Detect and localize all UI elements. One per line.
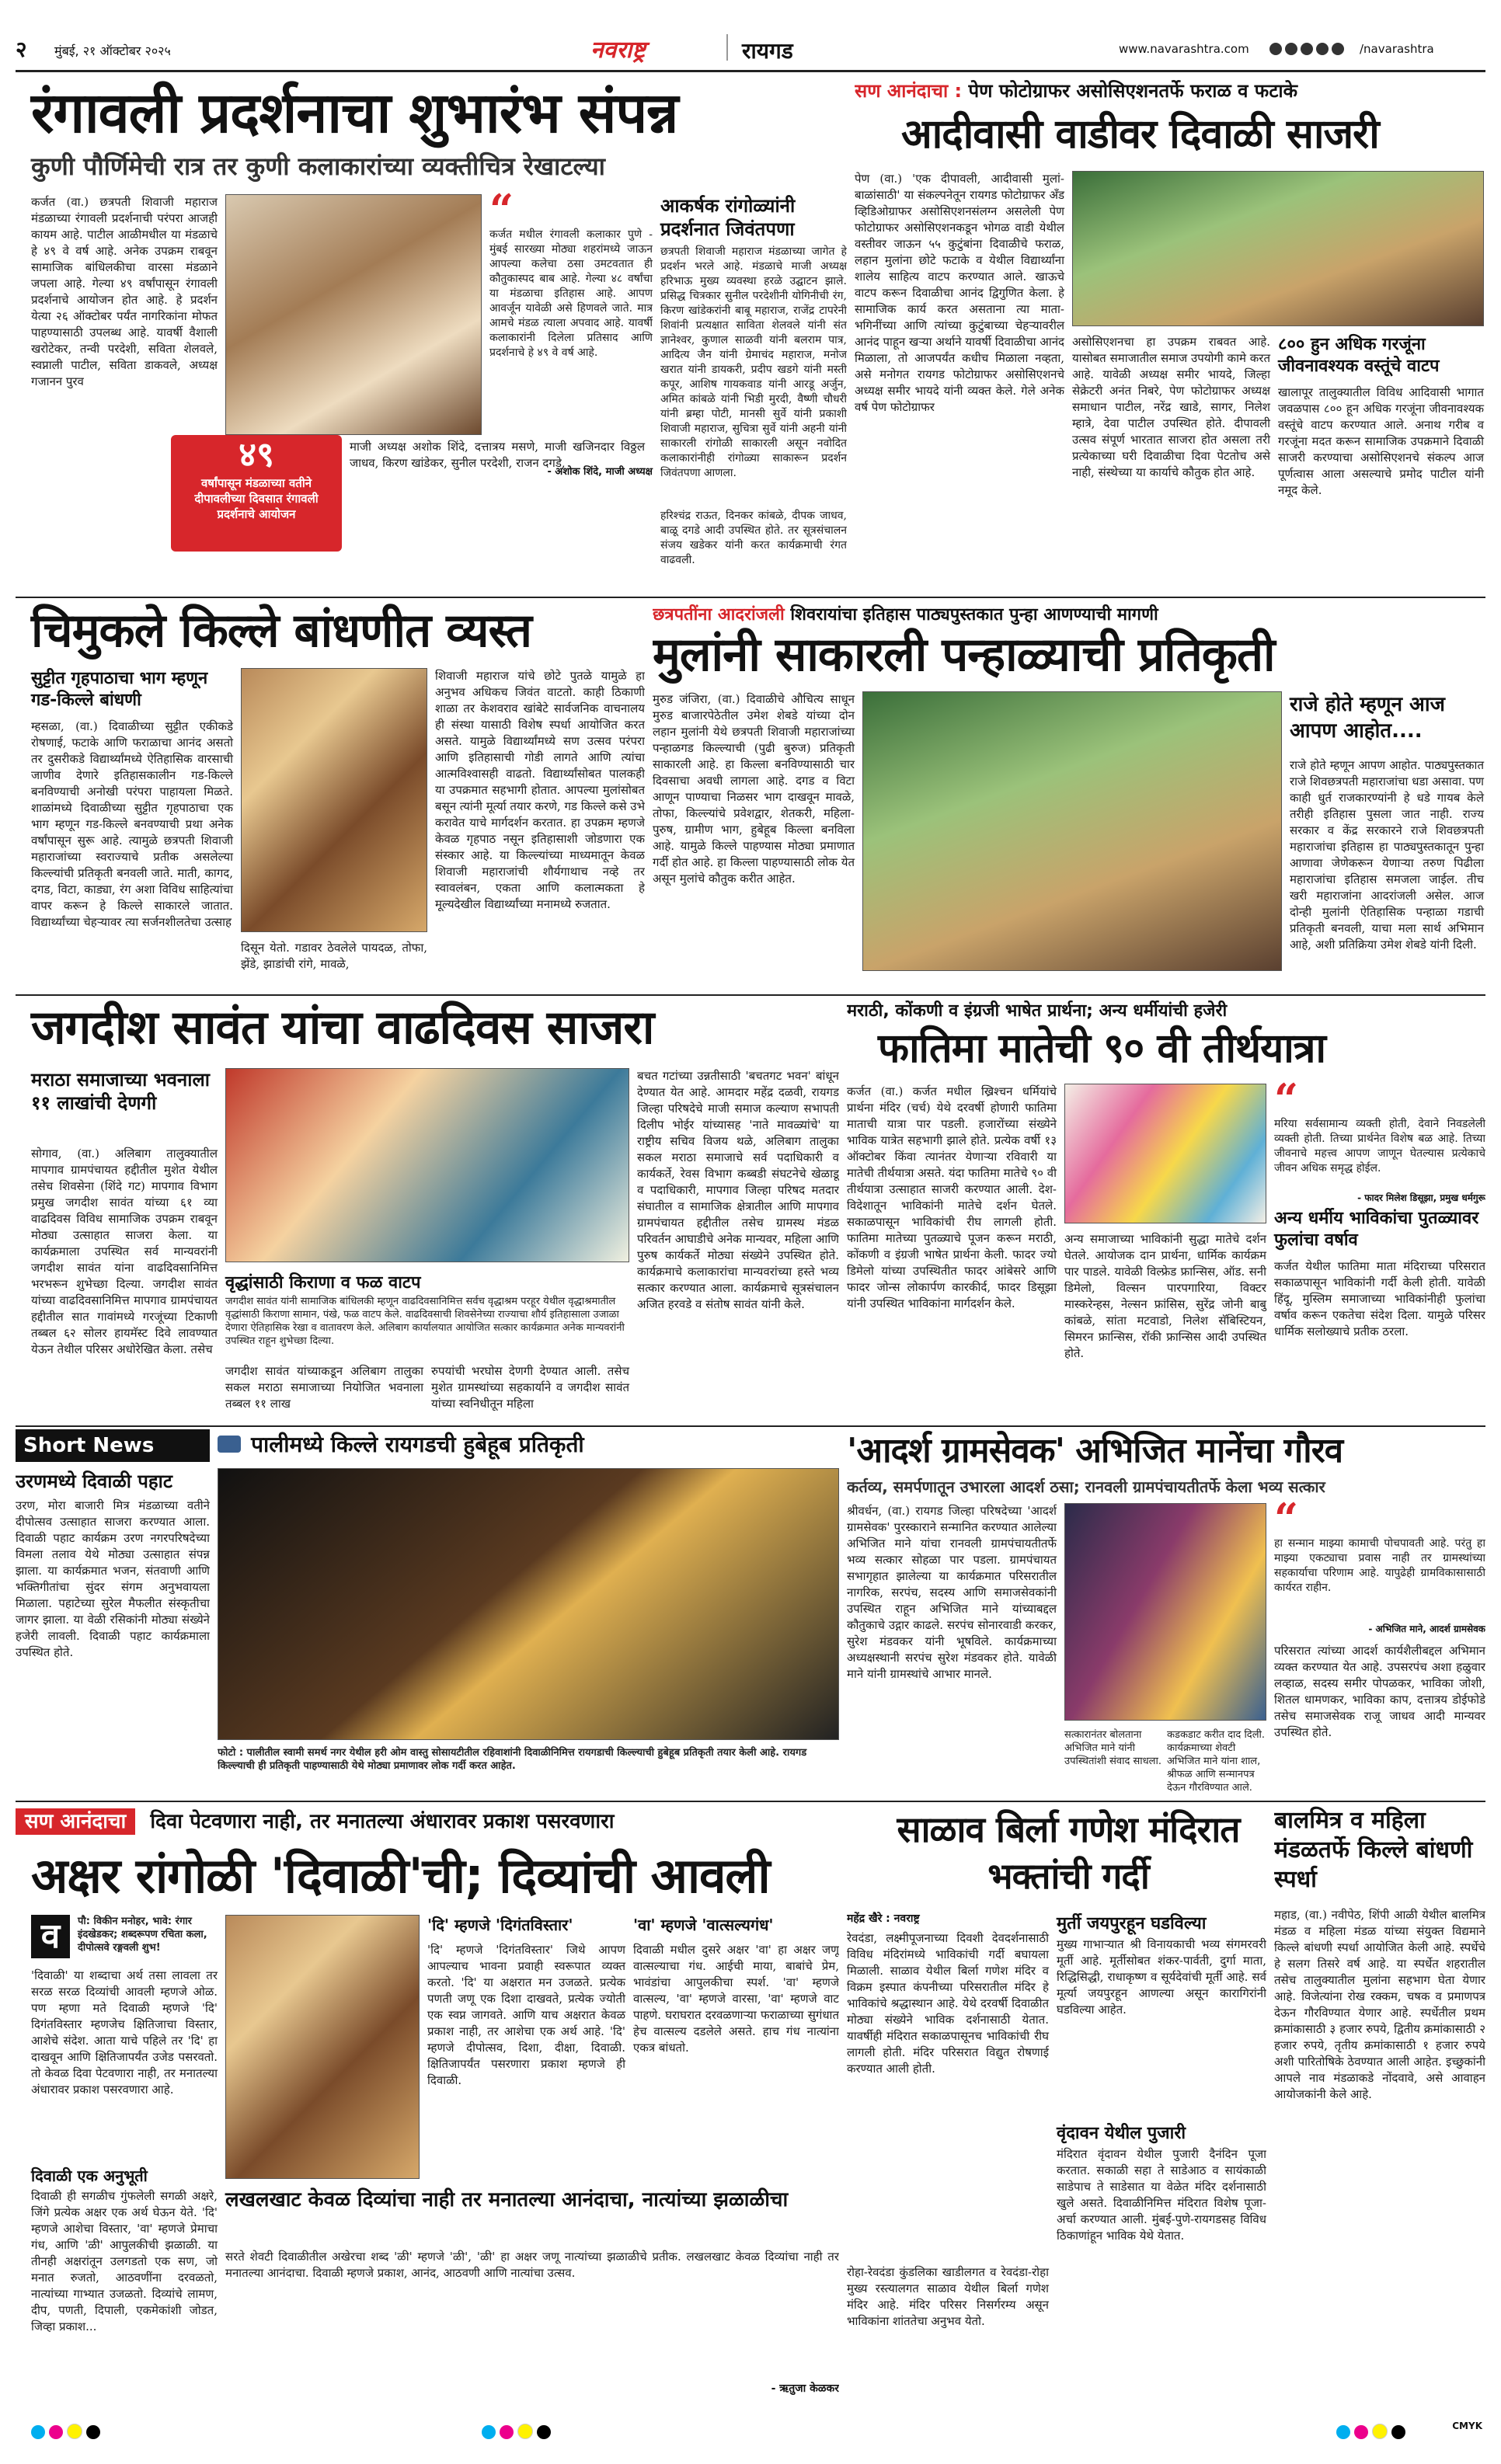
fatima-subbody: कर्जत येथील फातिमा माता मंदिराच्या परिसरात सकाळपासून भाविकांनी गर्दी केली होती. यावेळी हिंदू, मुस्लिम समाजाच्या भाविकांनीही फुलांचा वर्षाव करून एकतेचा संदेश दिला. यामुळे परिसर धार्मिक सलोख्याचे प्रतीक ठरला. xyxy=(1274,1259,1485,1338)
akshar-pullquote: लखलखाट केवळ दिव्यांचा नाही तर मनातल्या आनंदाचा, नात्यांच्या झळाळीचा xyxy=(225,2188,789,2212)
ganesh-byline: महेंद्र खैरे : नवराष्ट्र xyxy=(847,1912,920,1925)
brand-logo: नवराष्ट्र xyxy=(590,37,646,64)
gramsevak-quote: हा सन्मान माझ्या कामाची पोचपावती आहे. परंतु हा माझ्या एकट्याचा प्रवास नाही तर ग्रामस्थांच्या सहकार्याचा परिणाम आहे. यापुढेही ग्रामविकासासाठी कार्यरत राहीन. xyxy=(1274,1537,1485,1594)
youtube-icon[interactable] xyxy=(1316,43,1329,55)
gramsevak-caption2: कडकडाट करीत दाद दिली. कार्यक्रमाच्या शेवटी अभिजित माने यांना शाल, श्रीफळ आणि सन्मानपत्र देऊन गौरविण्यात आले. xyxy=(1167,1729,1266,1794)
rangoli-side-body: छत्रपती शिवाजी महाराज मंडळाच्या जागेत हे प्रदर्शन भरले आहे. मंडळाचे माजी अध्यक्ष हरिभाऊ मुख्य व्यवस्था हरळे उद्घाटन झाले. प्रसिद्ध चित्रकार सुनील परदेशीनी योगिनीची रंग, किरण खांडेकरांनी बाबू महाराज, राजेंद्र टापरेनी शिवांनी प्रत्यक्षात साविता शेलवले यांनी संत ज्ञानेश्वर, कुणाल साळवी यांनी बलराम पात्र, आदित्य जैन यांनी ग्रेमाचंद महाराज, मनोज खरात यांनी डायकरी, प्रदीप खडगे यांनी मस्ती कपूर, आशिष गायकवाड यांनी आरडू अर्जुन, अमित कांबळे यांनी भिडी मुरदी, वैष्णी चौधरी यांनी ब्रम्हा पोटी, मानसी सुर्वे यांनी प्रकाशी शिवाजी महाराज, सुचित्रा सुर्वे यांनी अहनी यांनी साकारली रांगोळी साकारली असून नवोदित कलाकारांनीही रांगोळ्या साकारून प्रदर्शन जिवंतपणा आणला. xyxy=(660,245,847,479)
balmitra-body: महाड, (वा.) नवीपेठ, शिंपी आळी येथील बालमित्र मंडळ व महिला मंडळ यांच्या संयुक्त विद्यमाने किल्ले बांधणी स्पर्धा आयोजित केली आहे. स्पर्धेचे हे सलग तिसरे वर्ष आहे. या स्पर्धेत शहरातील तसेच तालुक्यातील मुलांना सहभाग घेता येणार आहे. विजेत्यांना रोख रक्कम, चषक व प्रमाणपत्र देऊन गौरविण्यात येणार आहे. स्पर्धेतील प्रथम क्रमांकासाठी ३ हजार रुपये, द्वितीय क्रमांकासाठी २ हजार रुपये, तृतीय क्रमांकासाठी १ हजार रुपये अशी पारितोषिके ठेवण्यात आली आहेत. इच्छुकांनी आपले नाव मंडळाकडे नोंदवावे, असे आवाहन आयोजकांनी केले आहे. xyxy=(1274,1908,1485,2101)
sawant-photo xyxy=(225,1068,629,1262)
akshar-col3-heading: 'वा' म्हणजे 'वात्सल्यगंध' xyxy=(633,1916,774,1934)
short-news-text: Short News xyxy=(23,1434,155,1457)
quote-mark-icon: “ xyxy=(1274,1074,1299,1124)
pali-caption: फोटो : पालीतील स्वामी समर्थ नगर येथील हरी ओम वास्तु सोसायटीतील रहिवाशांनी दिवाळीनिमित्त रायगडाची किल्ल्याची हुबेहूब प्रतिकृती तयार केली आहे. रायगड किल्ल्याची ही प्रतिकृती पाहण्यासाठी येथे मोठ्या प्रमाणावर लोक गर्दी करत आहेत. xyxy=(218,1747,807,1772)
balmitra-headline: बालमित्र व महिला मंडळतर्फे किल्ले बांधणी स्पर्धा xyxy=(1274,1807,1473,1893)
ganesh-subhead2: वृंदावन येथील पुजारी xyxy=(1057,2124,1186,2143)
rangoli-quote: कर्जत मधील रंगावली कलाकार पुणे - मुंबई सारख्या मोठ्या शहरांमध्ये जाऊन आपल्या कलेचा ठसा उमटवतात ही कौतुकास्पद बाब आहे. गेल्या ४८ वर्षांचा या मंडळाचा इतिहास आहे. आपण आवर्जून यावेळी असे हिणवले जाते. मात्र आमचे मंडळ त्याला अपवाद आहे. यावर्षी कलाकारांनी दिलेला प्रतिसाद आणि प्रदर्शनाचे हे ४९ वे वर्ष आहे. xyxy=(489,228,653,359)
akshar-kicker-rest: दिवा पेटवणारा नाही, तर मनातल्या अंधारावर प्रकाश पसरवणारा xyxy=(150,1810,615,1833)
fatima-story xyxy=(847,998,1485,1422)
killa-headline: चिमुकले किल्ले बांधणीत व्यस्त xyxy=(31,604,531,658)
akshar-kicker: सण आनंदाचा xyxy=(16,1808,135,1835)
akshar-rangoli-photo xyxy=(225,1915,420,2179)
pali-header xyxy=(218,1429,839,1460)
gramsevak-headline: 'आदर्श ग्रामसेवक' अभिजित मानेंचा गौरव xyxy=(847,1431,1343,1470)
panhala-kicker: छत्रपतींना आदरांजली xyxy=(653,605,785,625)
sawant-caption-body: जगदीश सावंत यांनी सामाजिक बांधिलकी म्हणून वाढदिवसानिमित्त सर्वच वृद्धाश्रम परहूर येथील वृद्धाश्रमातील वृद्धांसाठी किराणा सामान, पंखे, फळ वाटप केले. वाढदिवसाची शिवसेनेच्या राज्याचा शौर्य इतिहासाला उजाळा देणारा ऐतिहासिक रेखा व वातावरण केले. अलिबाग कार्यालयात आयोजित सत्कार कार्यक्रमात अनेक मान्यवरांनी उपस्थित राहून शुभेच्छा दिल्या. xyxy=(225,1296,625,1347)
fatima-subhead: अन्य धर्मीय भाविकांचा पुतळ्यावर फुलांचा वर्षाव xyxy=(1274,1209,1479,1250)
social-handle[interactable]: /navarashtra xyxy=(1360,42,1434,56)
gramsevak-caption1: सत्कारानंतर बोलताना अभिजित माने यांनी उपस्थितांशी संवाद साधला. xyxy=(1064,1729,1161,1767)
camera-icon xyxy=(218,1436,241,1453)
killa-body: म्हसळा, (वा.) दिवाळीच्या सुट्टीत एकीकडे रोषणाई, फटाके आणि फराळाचा आनंद असतो तर दुसरीकडे विद्यार्थ्यांमध्ये ऐतिहासिक वारसाची जाणीव देणारे इतिहासकालीन गड-किल्ले बनविण्याची अनोखी परंपरा पाहायला मिळते. शाळांमध्ये दिवाळीच्या सुट्टीत गृहपाठाचा एक भाग म्हणून गड-किल्ले बनवण्याची प्रथा अनेक वर्षांपासून सुरू आहे. त्यामुळे छत्रपती शिवाजी महाराजांच्या स्वराज्याचे प्रतीक असलेल्या किल्ल्यांची प्रतिकृती बनवली जाते. माती, कागद, दगड, विटा, काड्या, रंग अशा विविध साहित्यांचा वापर करून हे किल्ले साकारले जातात. विद्यार्थ्यांच्या चेहऱ्यावर त्या सर्जनशीलतेचा उत्साह xyxy=(31,719,233,929)
akshar-body: 'दिवाळी' या शब्दाचा अर्थ तसा लावला तर सरळ सरळ दिव्यांची आवली म्हणजे ओळ. पण म्हणा मते दिवाळी म्हणजे 'दि' दिगंतविस्तार म्हणजेच क्षितिजाचा विस्तार, आशेचे संदेश. आता याचे पहिले तर 'दि' हा दाखवून आणि क्षितिजापर्यंत उजेड पसरवतो. तो केवळ दिवा पेटवणारा नाही, तर मनातल्या अंधारावर प्रकाश पसरवणारा आहे. xyxy=(31,1968,218,2097)
killa-story xyxy=(16,602,645,990)
rangoli-story xyxy=(16,78,847,590)
adivasi-body2: असोसिएशनचा हा उपक्रम राबवत आहे. यासोबत समाजातील समाज उपयोगी कामे करत आहे. यावेळी अध्यक्ष समीर भायदे, जिल्हा सेक्रेटरी अनंत निबरे, पेण फोटोग्राफर अध्यक्ष समाधान पाटील, नरेंद्र खाडे, सागर, निलेश म्हात्रे, देवा पाटील उपस्थित होते. दीपावली उत्सव संपूर्ण भारतात साजरा होत असला तरी प्रत्येकाच्या घरी दिवाळीचा दिवा पेटतोच असे नाही, संस्थेच्या या कार्याचे कौतुक होत आहे. xyxy=(1072,335,1270,479)
fatima-quote: मरिया सर्वसामान्य व्यक्ती होती, देवाने निवडलेली व्यक्ती होती. तिच्या प्रार्थनेत विशेष बळ आहे. तिच्या जीवनाचे महत्त्व आपण जाणून घेतल्यास प्रत्येकाचे जीवन अधिक समृद्ध होईल. xyxy=(1274,1118,1485,1175)
x-icon[interactable] xyxy=(1301,43,1313,55)
gramsevak-subhead: कर्तव्य, समर्पणातून उभारला आदर्श ठसा; रानवली ग्रामपंचायतीतर्फे केला भव्य सत्कार xyxy=(847,1477,1325,1496)
panhala-headline: मुलांनी साकारली पन्हाळ्याची प्रतिकृती xyxy=(653,628,1275,682)
ganesh-subbody: मुख्य गाभाऱ्यात श्री विनायकाची भव्य संगमरवरी मूर्ती आहे. मूर्तीसोबत शंकर-पार्वती, दुर्गा माता, रिद्धिसिद्धी, राधाकृष्ण व सूर्यदेवांची मूर्ती आहे. सर्व मूर्त्या जयपुरहून आणल्या असून कारागिरांनी घडविल्या आहेत. xyxy=(1057,1937,1266,2017)
adivasi-headline: आदीवासी वाडीवर दिवाळी साजरी xyxy=(901,111,1379,158)
akshar-col2-heading: 'दि' म्हणजे 'दिगंतविस्तार' xyxy=(427,1916,573,1934)
section-rule xyxy=(16,994,1485,996)
divider xyxy=(726,34,728,61)
footer-registration xyxy=(16,2416,1485,2447)
social-icons[interactable] xyxy=(1266,40,1344,55)
ganesh-subhead: मुर्ती जयपुरहून घडविल्या xyxy=(1057,1914,1207,1933)
rangoli-continued: माजी अध्यक्ष अशोक शिंदे, दत्तात्रय मसणे, माजी खजिनदार विठ्ठल जाधव, किरण खांडेकर, सुनील परदेशी, राजन दगडे, xyxy=(350,440,645,470)
gramsevak-side-body: परिसरात त्यांच्या आदर्श कार्यशैलीबद्दल अभिमान व्यक्त करण्यात येत आहे. उपसरपंच अशा हळुवार लव्हाळ, सदस्य समीर पोपळकर, भाविका जोशी, शितल धामणकर, भाविका काप, दत्तात्रय डोईफोडे तसेच समाजसेवक राजू जाधव आदी मान्यवर उपस्थित होते. xyxy=(1274,1644,1485,1739)
masthead xyxy=(16,31,1485,68)
akshar-kicker-row xyxy=(16,1806,614,1834)
panhala-pullquote: राजे होते म्हणून आज आपण आहोत.... xyxy=(1290,693,1445,743)
fatima-headline: फातिमा मातेची ९० वी तीर्थयात्रा xyxy=(878,1025,1325,1072)
killa-caption: दिसून येतो. गडावर ठेवलेले पायदळ, तोफा, झेंडे, झाडांची रांगे, मावळे, xyxy=(241,941,427,971)
panhala-kicker-rest: शिवरायांचा इतिहास पाठ्यपुस्तकात पुन्हा आणण्याची मागणी xyxy=(790,605,1158,625)
rangoli-side-heading: आकर्षक रांगोळ्यांनी प्रदर्शनात जिवंतपणा xyxy=(660,195,796,240)
sawant-body2: जगदीश सावंत यांच्याकडून अलिबाग तालुका सकल मराठा समाजाच्या नियोजित भवनाला तब्बल ११ लाख xyxy=(225,1364,423,1411)
section-rule xyxy=(16,1801,1485,1802)
rangoli-quote-author: - अशोक शिंदे, माजी अध्यक्ष xyxy=(547,466,653,478)
badge-number: ४९ xyxy=(239,435,274,475)
gramsevak-quote-box xyxy=(1274,1494,1485,1635)
facebook-icon[interactable] xyxy=(1269,43,1282,55)
pali-headline: पालीमध्ये किल्ले रायगडची हुबेहूब प्रतिकृती xyxy=(251,1432,584,1457)
akshar-author: - ऋतुजा केळकर xyxy=(771,2382,839,2395)
adivasi-kicker: सण आनंदाचा : xyxy=(855,80,963,102)
edition-name: रायगड xyxy=(742,38,793,64)
akshar-col3-body: दिवाळी मधील दुसरे अक्षर 'वा' हा अक्षर जणू वात्सल्याचा गंध. आईची माया, बाबांचे प्रेम, भावंडांचा आपुलकीचा स्पर्श. 'वा' म्हणजे वात्सल्य, 'वा' म्हणजे वारसा, 'वा' म्हणजे वाट पाहणे. घराघरात दरवळणाऱ्या फराळाच्या सुगंधात हेच वात्सल्य दडलेले असते. हाच गंध नात्यांना एकत्र बांधतो. xyxy=(633,1943,839,2055)
killa-subhead: सुट्टीत गृहपाठाचा भाग म्हणून गड-किल्ले बांधणी xyxy=(31,669,208,710)
akshar-pullbody: सरते शेवटी दिवाळीतील अखेरचा शब्द 'ळी' म्हणजे 'ळी', 'ळी' हा अक्षर जणू नात्यांच्या झळाळीचे प्रतीक. लखलखाट केवळ दिव्यांचा नाही तर मनातल्या आनंदाचा. दिवाळी म्हणजे प्रकाश, आनंद, आठवणी आणि नात्यांचा उत्सव. xyxy=(225,2250,839,2280)
rangoli-body: कर्जत (वा.) छत्रपती शिवाजी महाराज मंडळाच्या रंगावली प्रदर्शनाची परंपरा आजही कायम आहे. पाटील आळीमधील या मंडळाचे हे ४९ वे वर्ष आहे. अनेक उपक्रम राबवून सामाजिक बांधिलकीचा वारसा मंडळाने जपला आहे. गेल्या ४९ वर्षांपासून रंगावली प्रदर्शनाचे आयोजन होत आहे. हे प्रदर्शन येत्या २६ ऑक्टोबर पर्यंत नागरिकांना मोफत पाहण्यासाठी उपलब्ध आहे. यावर्षी वैशाली खरोटेकर, तन्वी परदेशी, सविता शेलवले, स्वप्नाली पाटील, सविता डाकवले, अध्यक्ष गजानन पुरव xyxy=(31,195,218,388)
quote-mark-icon: “ xyxy=(1274,1494,1299,1543)
color-dots-right xyxy=(1336,2424,1405,2442)
gramsevak-quote-author: - अभिजित माने, आदर्श ग्रामसेवक xyxy=(1368,1624,1485,1634)
akshar-col2-body: 'दि' म्हणजे 'दिगंतविस्तार' जिथे आपण आपल्याच भावना प्रवाही स्वरूपात व्यक्त करतो. 'दि' या अक्षरात मन उजळते. प्रत्येक पणती जणू एक दिशा दाखवते, प्रत्येक ज्योती एक स्वप्न जागवते. आणि याच अक्षरात केवळ प्रकाश नाही, तर आशेचा एक अर्थ आहे. 'दि' म्हणजे दीपोत्सव, दिशा, दीक्षा, दिवाळी. क्षितिजापर्यंत पसरणारा प्रकाश म्हणजे ही दिवाळी. xyxy=(427,1943,625,2087)
gramsevak-photo xyxy=(1064,1503,1266,1721)
ganesh-subbody2: मंदिरात वृंदावन येथील पुजारी दैनंदिन पूजा करतात. सकाळी सहा ते साडेआठ व सायंकाळी साडेपाच ते साडेसात या वेळेत मंदिर दर्शनासाठी खुले असते. दिवाळीनिमित्त मंदिरात विशेष पूजा-अर्चा करण्यात आली. मुंबई-पुणे-रायगडसह विविध ठिकाणांहून भाविक येथे येतात. xyxy=(1057,2147,1266,2243)
panhala-story xyxy=(653,602,1485,990)
sawant-body4: बचत गटांच्या उन्नतीसाठी 'बचतगट भवन' बांधून देण्यात येत आहे. आमदार महेंद्र दळवी, रायगड जिल्हा परिषदेचे माजी समाज कल्याण सभापती दिलीप भोईर यांच्यासह 'नाते मावळ्यांचे' या राष्ट्रीय सचिव विजय थळे, अलिबाग तालुका सकल मराठा समाजाचे सर्व पदाधिकारी व कार्यकर्ते, रेवस विभाग कब्बडी संघटनेचे खेळाडू व पदाधिकारी, मापगाव जिल्हा परिषद मतदार संघातील व सामाजिक क्षेत्रातील आणि मापगाव ग्रामपंचायत हद्दीतील तसेच ग्रामस्थ मंडळ परिवर्तन आघाडीचे अनेक मान्यवर, महिला आणि पुरुष कार्यकर्ते मोठ्या संख्येने उपस्थित होते. कार्यक्रमाचे कलाकारांचा मान्यवरांच्या हस्ते भव्य सत्कार करण्यात आला. कार्यक्रमाचे सूत्रसंचालन अजित हरवडे व संतोष सावंत यांनी केले. xyxy=(637,1069,839,1311)
sawant-body3: रुपयांची भरघोस देणगी देण्यात आली. तसेच मुशेत ग्रामस्थांच्या सहकार्याने व जगदीश सावंत यांच्या स्वनिधीतून महिला xyxy=(431,1364,629,1411)
short-news-body: उरण, मोरा बाजारी मित्र मंडळाच्या वतीने दीपोत्सव उत्साहात साजरा करण्यात आला. दिवाळी पहाट कार्यक्रम उरण नगरपरिषदेच्या विमला तलाव येथे मोठ्या उत्साहात संपन्न झाला. या कार्यक्रमात भजन, संतवाणी आणि भक्तिगीतांचा सुंदर संगम अनुभवायला मिळाला. पहाटेच्या सुरेल मैफलीत संस्कृतीचा जागर झाला. या वेळी रसिकांनी मोठ्या संख्येने हजेरी लावली. दिवाळी पहाट कार्यक्रमाला उपस्थित होते. xyxy=(16,1498,210,1659)
sawant-story xyxy=(16,998,839,1422)
sawant-body: सोगाव, (वा.) अलिबाग तालुक्यातील मापगाव ग्रामपंचायत हद्दीतील मुशेत येथील तसेच शिवसेना (शिंदे गट) मापगाव विभाग प्रमुख जगदीश सावंत यांच्या ६१ व्या वाढदिवस विविध सामाजिक उपक्रम राबवून मोठ्या उत्साहात साजरा केला. या कार्यक्रमाला उपस्थित सर्व मान्यवरांनी जगदीश सावंत यांना वाढदिवसानिमित्त भरभरून शुभेच्छा दिल्या. जगदीश सावंत यांच्या वाढदिवसानिमित्त मापगाव ग्रामपंचायत हद्दीतील सात गावांमध्ये गरजूंच्या टिकाणी तब्बल ६२ सोलर हायमॅस्ट दिवे लावण्यात येऊन तेथील परिसर अधोरेखित केला. तसेच xyxy=(31,1147,218,1356)
instagram-icon[interactable] xyxy=(1285,43,1297,55)
pali-photo xyxy=(218,1468,839,1740)
adivasi-body: पेण (वा.) 'एक दीपावली, आदीवासी मुलां-बाळांसाठी' या संकल्पनेतून रायगड फोटोग्राफर अँड व्हिडिओग्राफर असोसिएशनसंलग्न असलेली पेण फोटोग्राफर असोसिएशनकडून भोगळ वाडी येथील वस्तीवर जाऊन ५५ कुटुंबांना दिवाळीचे फराळ, लहान मुलांना छोटे फटाके व येथील विद्यार्थ्यांना शालेय साहित्य वाटप करण्यात आले. खाऊचे वाटप करून दिवाळीचा आनंद द्विगुणित केला. हे सामाजिक कार्य करत असताना त्या माता-भगिनींच्या आणि त्यांच्या कुटुंबाच्या चेहऱ्यावरील आनंद पाहून खऱ्या अर्थाने यावर्षी दिवाळीचा आनंद मिळाला, तो आजपर्यंत कधीच मिळाला नव्हता, असे मनोगत रायगड फोटोग्राफर असोसिएशनचे अध्यक्ष समीर भायदे यांनी व्यक्त केले. गेले अनेक वर्ष पेण फोटोग्राफर xyxy=(855,172,1064,414)
gramsevak-story xyxy=(847,1429,1485,1794)
akshar-headline: अक्षर रांगोळी 'दिवाळी'ची; दिव्यांची आवली xyxy=(31,1847,770,1904)
cmyk-label: CMYK xyxy=(1452,2420,1482,2431)
short-news xyxy=(16,1429,210,1794)
panhala-kicker-row xyxy=(653,602,1158,625)
date-line: मुंबई, २१ ऑक्टोबर २०२५ xyxy=(54,44,171,58)
short-news-title: उरणमध्ये दिवाळी पहाट xyxy=(16,1470,172,1492)
akshar-dropcap: व xyxy=(31,1915,70,1958)
ganesh-story xyxy=(847,1806,1266,2404)
color-dots-left xyxy=(31,2424,100,2442)
ganesh-body: रेवदंडा, लक्ष्मीपूजनाच्या दिवशी देवदर्शनासाठी विविध मंदिरांमध्ये भाविकांची गर्दी बघायला मिळाली. साळाव येथील बिर्ला गणेश मंदिर व विक्रम इस्पात कंपनीच्या परिसरातील मंदिर हे भाविकांचे श्रद्धास्थान आहे. येथे दरवर्षी दिवाळीत मोठ्या संख्येने भाविक दर्शनासाठी येतात. यावर्षीही मंदिरात सकाळपासूनच भाविकांची रीघ लागली होती. मंदिर परिसरात विद्युत रोषणाई करण्यात आली होती. xyxy=(847,1931,1049,2076)
section-rule xyxy=(16,597,1485,598)
pali-story xyxy=(218,1429,839,1794)
adivasi-kicker-rest: पेण फोटोग्राफर असोसिएशनतर्फे फराळ व फटाके xyxy=(968,80,1298,102)
killa-photo xyxy=(241,668,427,932)
short-news-label xyxy=(16,1429,210,1462)
sawant-headline: जगदीश सावंत यांचा वाढदिवस साजरा xyxy=(31,1001,654,1055)
killa-body2: शिवाजी महाराज यांचे छोटे पुतळे यामुळे हा अनुभव अधिकच जिवंत वाटतो. काही ठिकाणी शाळा तर केशवराव खांबेटे सार्वजनिक वाचनालय ही संस्था यासाठी विशेष स्पर्धा आयोजित करत असते. यामुळे विद्यार्थ्यांमध्ये सण उत्सव परंपरा आणि इतिहासाची गोडी लागते आणि त्यांचा आत्मविश्वासही वाढतो. विद्यार्थ्यांसोबत पालकही या उपक्रमात सहभागी होतात. आपल्या मुलांसोबत बसून त्यांनी मूर्त्या तयार करणे, गड किल्ले कसे उभे करावेत याचे मार्गदर्शन करतात. हा उपक्रम म्हणजे केवळ गृहपाठ नसून इतिहासाशी जोडणारा एक संस्कार आहे. या किल्ल्यांच्या माध्यमातून केवळ शिवाजी महाराजांची शौर्यगाथाच नव्हे तर स्वावलंबन, एकता आणि कलात्मकता हे मूल्यदेखील विद्यार्थ्यांच्या मनामध्ये रुजतात. xyxy=(435,669,645,911)
adivasi-kicker-row xyxy=(855,78,1297,103)
panhala-photo xyxy=(862,691,1282,971)
adivasi-story xyxy=(855,78,1485,590)
panhala-side-body: राजे होते म्हणून आपण आहोत. पाठ्यपुस्तकात राजे शिवछत्रपती महाराजांचा धडा असावा. पण काही धुर्त राजकारण्यांनी हे धडे गायब केले तरीही इतिहास पुसला जात नाही. राज्य सरकार व केंद्र सरकारने राजे शिवछत्रपती महाराजांचा इतिहास हा पाठ्यपुस्तकातून पुन्हा आणावा जेणेकरून येणाऱ्या तरुण पिढीला महाराजांचा इतिहास समजला जाईल. तीच खरी महाराजांना आदरांजली असेल. आज दोन्ही मुलांनी ऐतिहासिक पन्हाळा गडाची प्रतिकृती बनवली, याचा मला सार्थ अभिमान आहे, अशी प्रतिक्रिया उमेश शेबडे यांनी दिली. xyxy=(1290,758,1484,952)
sawant-caption-title: वृद्धांसाठी किराणा व फळ वाटप xyxy=(225,1273,421,1293)
rangoli-photo-collage xyxy=(225,194,482,435)
fatima-kicker: मराठी, कोंकणी व इंग्रजी भाषेत प्रार्थना; अन्य धर्मीयांची हजेरी xyxy=(847,1001,1228,1021)
fatima-quote-box xyxy=(1274,1074,1485,1203)
rangoli-subhead: कुणी पौर्णिमेची रात्र तर कुणी कलाकारांच्या व्यक्तीचित्र रेखाटल्या xyxy=(31,151,605,181)
badge-text: वर्षांपासून मंडळाच्या वतीने दीपावलीच्या दिवसात रंगावली प्रदर्शनाचे आयोजन xyxy=(194,476,319,521)
website-link[interactable]: www.navarashtra.com xyxy=(1119,42,1249,56)
fatima-body: कर्जत (वा.) कर्जत मधील ख्रिश्चन धर्मियांचे प्रार्थना मंदिर (चर्च) येथे दरवर्षी होणारी फातिमा माताची यात्रा पार पडली. हजारोंच्या संख्येने भाविक यात्रेत सहभागी झाले होते. प्रत्येक वर्षी १३ ऑक्टोबर किंवा त्यानंतर येणाऱ्या रविवारी या मातेची तीर्थयात्रा असते. यंदा फातिमा मातेचे ९० वी तीर्थयात्रा उत्साहात साजरी करण्यात आली. देश-विदेशातून भाविकांनी मातेचे दर्शन घेतले. सकाळपासून भाविकांची रीघ लागली होती. फातिमा मातेच्या पुतळ्याचे पूजन करून मराठी, कोंकणी व इंग्रजी भाषेत प्रार्थना केली. फादर ज्यो डिमेलो यांच्या उपस्थितीत फादर आंबेसरे आणि फादर जोन्स लोकार्पण कारकीर्द, फादर डिसूझा यांनी उपस्थित भाविकांना मार्गदर्शन केले. xyxy=(847,1084,1057,1310)
adivasi-subbody: खालापूर तालुक्यातील विविध आदिवासी भागात जवळपास ८०० हून अधिक गरजूंना जीवनावश्यक वस्तूंचे वाटप करण्यात आले. अनाथ गरीब व गरजूंना मदत करून सामाजिक उपक्रमाने दिवाळी साजरी करण्याचा असोसिएशनचे संकल्प आज पूर्णत्वास आला असल्याचे प्रमोद पाटील यांनी नमूद केले. xyxy=(1278,385,1484,497)
rangoli-headline: रंगावली प्रदर्शनाचा शुभारंभ संपन्न xyxy=(31,80,678,145)
section-rule xyxy=(16,1425,1485,1427)
akshar-byline: पौ: विकीन मनोहर, भावे: रंगार इंदखेडकर; शब्दरूपण रचिता कला, दीपोत्सवे रङ्गवली शुभ! xyxy=(78,1916,207,1954)
fatima-photo xyxy=(1064,1084,1266,1223)
color-dots-center xyxy=(482,2424,551,2442)
fatima-quote-author: - फादर मिलेश डिसूझा, प्रमुख धर्मगुरू xyxy=(1357,1192,1485,1203)
adivasi-photo xyxy=(1072,171,1484,326)
panhala-body: मुरुड जंजिरा, (वा.) दिवाळीचे औचित्य साधून मुरुड बाजारपेठेतील उमेश शेबडे यांच्या दोन लहान मुलांनी येथे छत्रपती शिवाजी महाराजांच्या पन्हाळगड किल्ल्याची (पुढी बुरुज) प्रतिकृती साकारली आहे. हा किल्ला बनविण्यासाठी चार दिवसाचा अवधी लागला आहे. दगड व विटा आणून पाण्याचा निळसर भाग दाखवून मावळे, तोफा, किल्ल्यांचे प्रवेशद्वार, शेतकरी, महिला-पुरुष, ग्रामीण भाग, हुबेहूब किल्ला बनविला आहे. यामुळे किल्ले पाहण्यास मोठ्या प्रमाणात गर्दी होत आहे. हा किल्ला पाहण्यासाठी लोक येत असून मुलांचे कौतुक करीत आहेत. xyxy=(653,692,855,886)
rangoli-badge xyxy=(171,435,342,552)
linkedin-icon[interactable] xyxy=(1332,43,1344,55)
akshar-subbody: दिवाळी ही सगळीच गुंफलेली सगळी अक्षरे, जिंगे प्रत्येक अक्षर एक अर्थ घेऊन येते. 'दि' म्हणजे आशेचा विस्तार, 'वा' म्हणजे प्रेमाचा गंध, आणि 'ळी' आपुलकीची झळाळी. या तीनही अक्षरांतून उलगडतो एक सण, जो मनात रुजतो, आठवणींना दरवळतो, नात्यांच्या गाभ्यात उजळतो. दिव्यांचे लामण, दीप, पणती, दिपाली, एकमेकांशी जोडत, जिव्हा प्रकाश... xyxy=(31,2189,218,2333)
fatima-body2: अन्य समाजाच्या भाविकांनी सुद्धा मातेचे दर्शन घेतले. आयोजक दान प्रार्थना, धार्मिक कार्यक्रम पार पाडले. यावेळी विल्फ्रेड फ्रान्सिस, ऑड. सनी डिमेलो, विल्सन पारपगारिया, विक्टर मास्करेन्हस, नेल्सन फ्रांसिस, सुरेंद्र जोनी बाबु कांबळे, सांता मटवाडो, निलेश सॅबिस्टियन, सिमरन फ्रान्सिस, रॉकी फ्रान्सिस आदी उपस्थित होते. xyxy=(1064,1232,1266,1360)
page-number: २ xyxy=(16,37,27,62)
gramsevak-body: श्रीवर्धन, (वा.) रायगड जिल्हा परिषदेच्या 'आदर्श ग्रामसेवक' पुरस्काराने सन्मानित करण्यात आलेल्या अभिजित माने यांचा रानवली ग्रामपंचायतीतर्फे भव्य सत्कार सोहळा पार पडला. ग्रामपंचायत सभागृहात झालेल्या या कार्यक्रमात परिसरातील नागरिक, सरपंच, सदस्य आणि समाजसेवकांनी उपस्थित राहून अभिजित माने यांच्याबद्दल कौतुकाचे उद्गार काढले. सरपंच सोनारवाडी करकर, सुरेश मंडवकर यांनी भूषविले. कार्यक्रमाच्या अध्यक्षस्थानी सरपंच सुरेश मंडवकर होते. यावेळी माने यांनी ग्रामस्थांचे आभार मानले. xyxy=(847,1504,1057,1681)
akshar-subhead: दिवाळी एक अनुभूती xyxy=(31,2166,148,2185)
adivasi-subhead: ८०० हुन अधिक गरजूंना जीवनावश्यक वस्तूंचे वाटप xyxy=(1278,335,1440,376)
masthead-rule xyxy=(16,70,1485,72)
ganesh-body2: रोहा-रेवदंडा कुंडलिका खाडीलगत व रेवदंडा-रोहा मुख्य रस्त्यालगत साळाव येथील बिर्ला गणेश मंदिर आहे. मंदिर परिसर निसर्गरम्य असून भाविकांना शांततेचा अनुभव येतो. xyxy=(847,2265,1049,2328)
balmitra-story xyxy=(1274,1806,1485,2404)
ganesh-headline: साळाव बिर्ला गणेश मंदिरात भक्तांची गर्दी xyxy=(897,1808,1240,1897)
sawant-subhead: मराठा समाजाच्या भवनाला ११ लाखांची देणगी xyxy=(31,1069,210,1114)
quote-mark-icon: “ xyxy=(489,185,514,235)
akshar-story xyxy=(16,1806,839,2404)
rangoli-side-body2: हरिश्चंद्र राऊत, दिनकर कांबळे, दीपक जाधव, बाळू दगडे आदी उपस्थित होते. तर सूत्रसंचालन संजय खडेकर यांनी करत कार्यक्रमाची रंगत वाढवली. xyxy=(660,510,847,566)
